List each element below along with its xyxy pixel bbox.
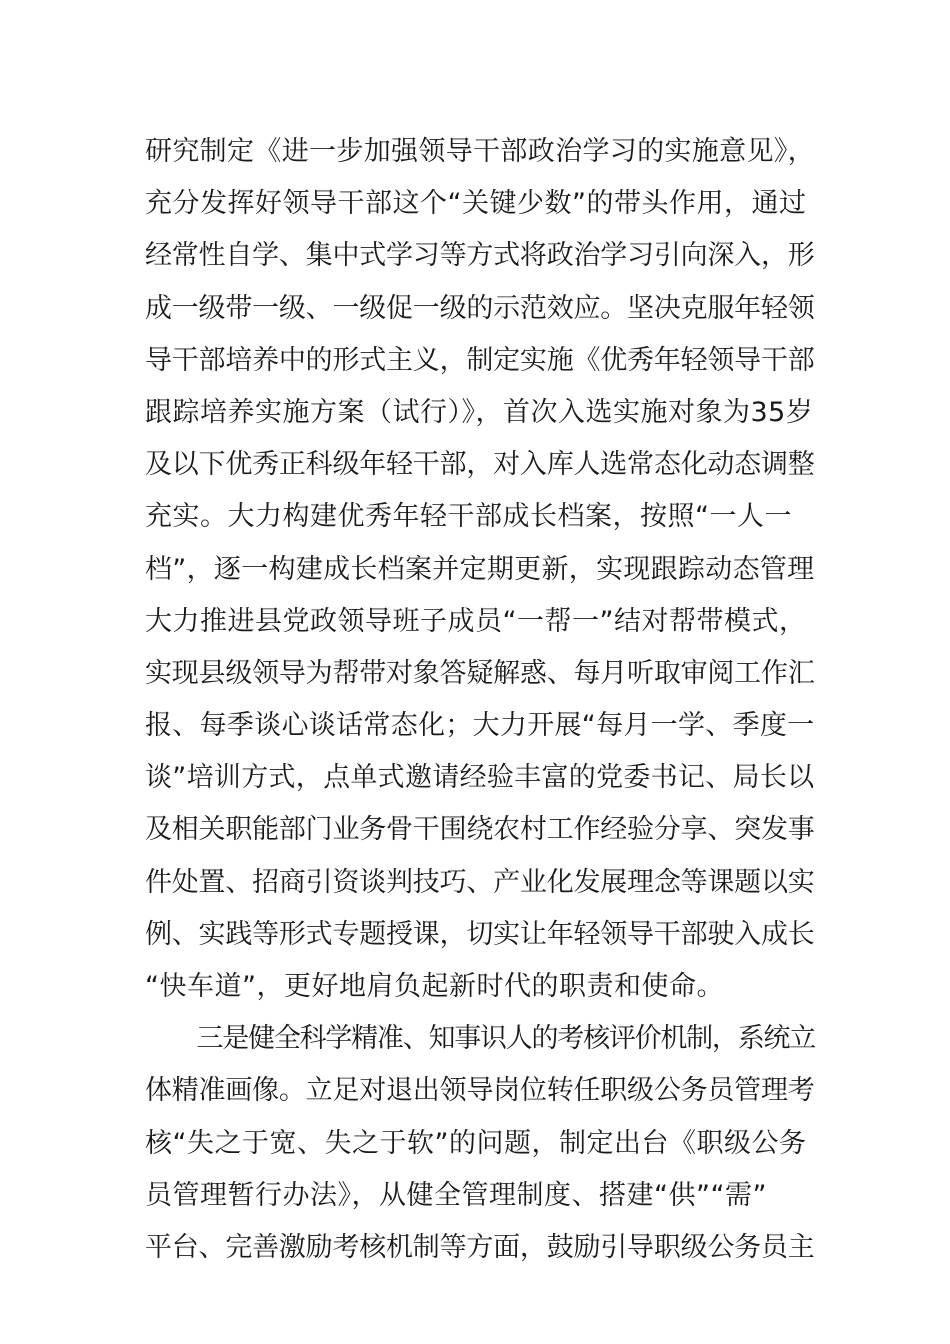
text-line: 成一级带一级、一级促一级的示范效应。坚决克服年轻领 [145, 292, 815, 324]
text-line: 体精准画像。立足对退出领导岗位转任职级公务员管理考 [145, 1075, 815, 1107]
paragraph-start-line: 三是健全科学精准、知事识人的考核评价机制，系统立 [145, 1023, 815, 1055]
text-line: 实现县级领导为帮带对象答疑解惑、每月听取审阅工作汇 [145, 657, 815, 689]
text-line: 及相关职能部门业务骨干围绕农村工作经验分享、突发事 [145, 814, 815, 846]
text-line: 例、实践等形式专题授课，切实让年轻领导干部驶入成长 [145, 918, 815, 950]
text-line: “快车道”，更好地肩负起新时代的职责和使命。 [145, 971, 724, 1002]
text-line: 及以下优秀正科级年轻干部，对入库人选常态化动态调整 [145, 449, 815, 481]
text-line: 平台、完善激励考核机制等方面，鼓励引导职级公务员主 [145, 1231, 815, 1263]
text-line: 大力推进县党政领导班子成员“一帮一”结对帮带模式， [145, 605, 807, 637]
text-line: 研究制定《进一步加强领导干部政治学习的实施意见》， [145, 136, 815, 167]
text-line: 核“失之于宽、失之于软”的问题，制定出台《职级公务 [145, 1127, 807, 1159]
text-line: 充分发挥好领导干部这个“关键少数”的带头作用，通过 [145, 188, 807, 220]
text-line: 报、每季谈心谈话常态化；大力开展“每月一学、季度一 [145, 710, 815, 742]
body-text [145, 126, 815, 1274]
text-line: 充实。大力构建优秀年轻干部成长档案，按照“一人一 [145, 501, 792, 533]
text-line: 谈”培训方式，点单式邀请经验丰富的党委书记、局长以 [145, 762, 815, 794]
text-line: 件处置、招商引资谈判技巧、产业化发展理念等课题以实 [145, 866, 815, 898]
text-line: 导干部培养中的形式主义，制定实施《优秀年轻领导干部 [145, 344, 815, 376]
text-line: 员管理暂行办法》，从健全管理制度、搭建“供”“需” [145, 1179, 767, 1211]
text-line: 档”，逐一构建成长档案并定期更新，实现跟踪动态管理 [145, 553, 815, 585]
text-line: 经常性自学、集中式学习等方式将政治学习引向深入，形 [145, 240, 815, 272]
text-line: 跟踪培养实施方案（试行）》，首次入选实施对象为35岁 [145, 396, 814, 428]
